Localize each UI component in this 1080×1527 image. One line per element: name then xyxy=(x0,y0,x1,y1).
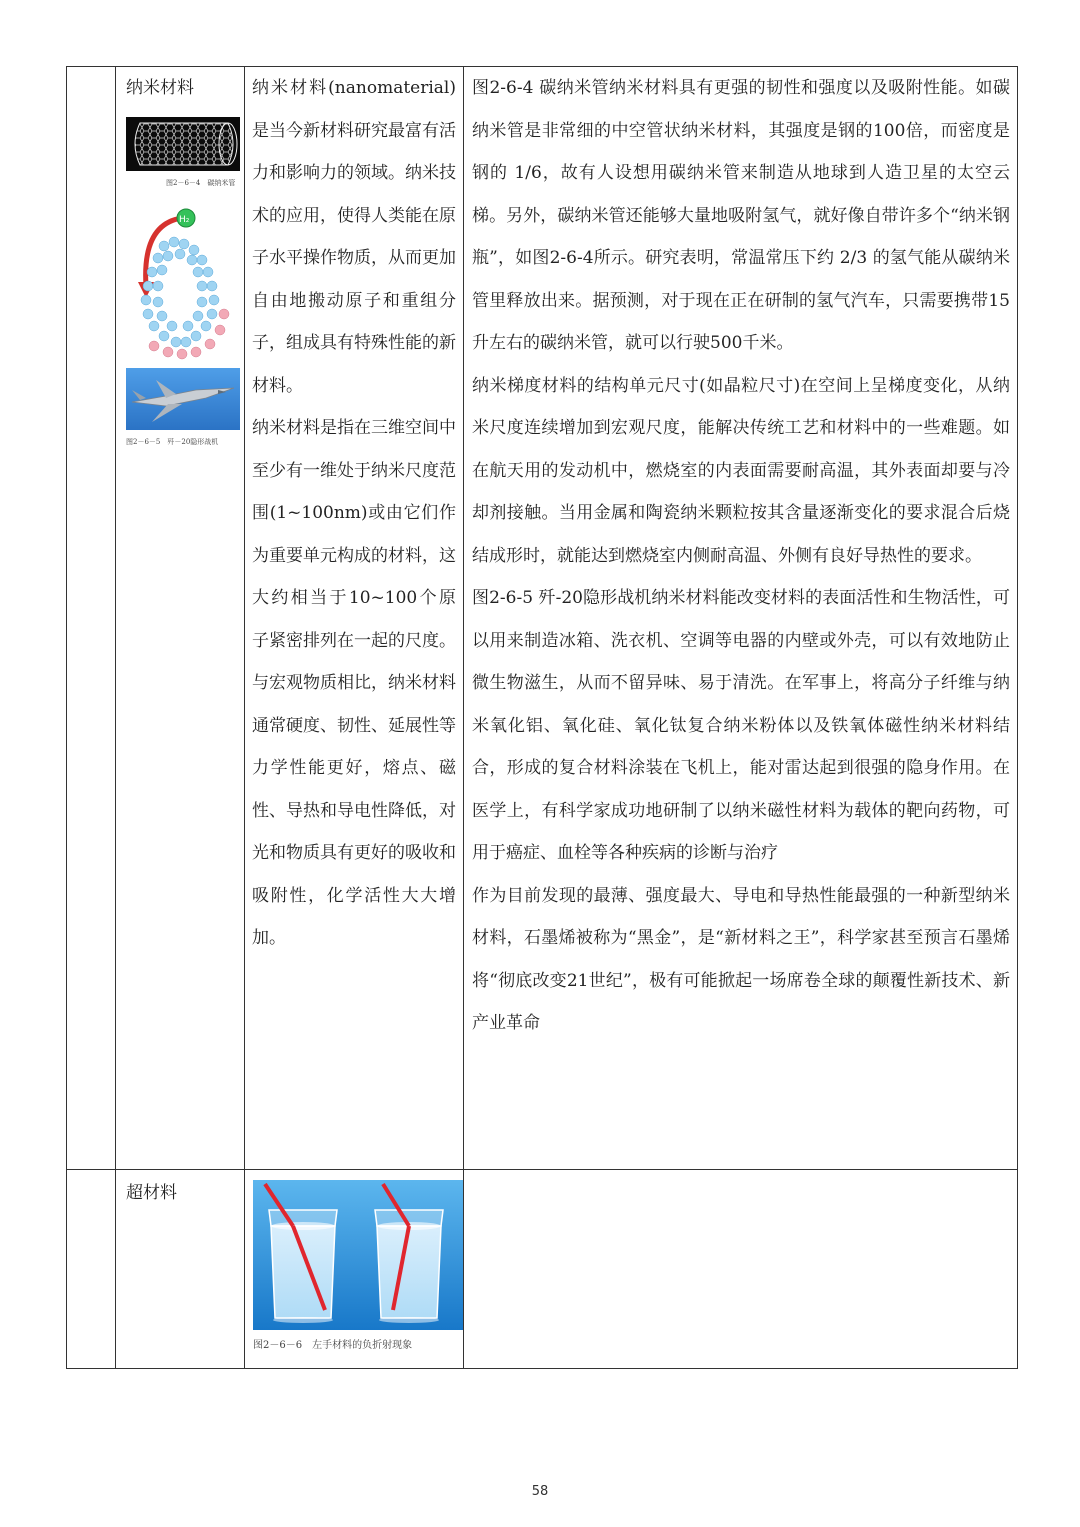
detail-paragraph: 图2-6-4 碳纳米管纳米材料具有更强的韧性和强度以及吸附性能。如碳纳米管是非常细的中空管状纳米材料，其强度是钢的100倍，而密度是钢的 1/6，故有人设想用碳纳米管来制造从地球到人造卫星的太空云梯。另外，碳纳米管还能够大量地吸附氢气，就好像自带许多个“纳米钢瓶”，如图2-6-4所示。研究表明，常温常压下约 2/3 的氢气能从碳纳米管里释放出来。据预测，对于现在正在研制的氢气汽车，只需要携带15升左右的碳纳米管，就可以行驶500千米。 xyxy=(472,78,1010,353)
hydrogen-adsorption-figure xyxy=(124,206,240,366)
figure-caption: 图2－6－6 左手材料的负折射现象 xyxy=(253,1340,413,1351)
carbon-nanotube-figure xyxy=(126,117,240,189)
nanomaterial-detail-cell xyxy=(472,67,1010,1045)
definition-paragraph: 纳米材料是指在三维空间中至少有一维处于纳米尺度范围(1~100nm)或由它们作为重要单元构成的材料，这大约相当于10~100个原子紧密排列在一起的尺度。 xyxy=(252,418,456,651)
row-label: 超材料 xyxy=(126,1183,177,1203)
definition-paragraph: 与宏观物质相比，纳米材料通常硬度、韧性、延展性等力学性能更好，熔点、磁性、导热和导电性降低，对光和物质具有更好的吸收和吸附性，化学活性大大增加。 xyxy=(252,673,456,948)
figure-caption: 图2－6－4 碳纳米管 xyxy=(166,179,236,187)
metamaterial-figure-cell xyxy=(245,1170,463,1368)
carbon-nanotube-illustration xyxy=(126,117,240,171)
page-number: 58 xyxy=(531,1484,549,1499)
hydrogen-adsorption-nanotube-illustration xyxy=(124,206,240,366)
metamaterial-label-cell xyxy=(116,1170,244,1368)
negative-refraction-figure xyxy=(253,1180,463,1352)
detail-paragraph: 作为目前发现的最薄、强度最大、导电和导热性能最强的一种新型纳米材料，石墨烯被称为“黑金”，是“新材料之王”，科学家甚至预言石墨烯将“彻底改变21世纪”，极有可能掀起一场席卷全球的颠覆性新技术、新产业革命 xyxy=(472,885,1010,1033)
table-left-border xyxy=(66,66,67,1369)
table-right-border xyxy=(1017,66,1018,1369)
metamaterial-detail-cell xyxy=(464,1170,1017,1368)
definition-paragraph: 纳米材料(nanomaterial)是当今新材料研究最富有活力和影响力的领域。纳米技术的应用，使得人类能在原子水平操作物质，从而更加自由地搬动原子和重组分子，组成具有特殊性能的新材料。 xyxy=(252,78,456,396)
stealth-fighter-figure xyxy=(126,368,240,448)
negative-refraction-glasses-photo xyxy=(253,1180,463,1330)
materials-table xyxy=(66,66,1018,1369)
stealth-fighter-photo xyxy=(126,368,240,430)
table-bottom-border xyxy=(66,1368,1018,1369)
detail-paragraph: 图2-6-5 歼-20隐形战机纳米材料能改变材料的表面活性和生物活性，可以用来制造冰箱、洗衣机、空调等电器的内壁或外壳，可以有效地防止微生物滋生，从而不留异味、易于清洗。在军事上，将高分子纤维与纳米氧化铝、氧化硅、氧化钛复合纳米粉体以及铁氧体磁性纳米材料结合，形成的复合材料涂装在飞机上，能对雷达起到很强的隐身作用。在医学上，有科学家成功地研制了以纳米磁性材料为载体的靶向药物，可用于癌症、血栓等各种疾病的诊断与治疗 xyxy=(472,588,1010,863)
detail-paragraph: 纳米梯度材料的结构单元尺寸(如晶粒尺寸)在空间上呈梯度变化，从纳米尺度连续增加到宏观尺度，能解决传统工艺和材料中的一些难题。如在航天用的发动机中，燃烧室的内表面需要耐高温，其外表面却要与冷却剂接触。当用金属和陶瓷纳米颗粒按其含量逐渐变化的要求混合后烧结成形时，就能达到燃烧室内侧耐高温、外侧有良好导热性的要求。 xyxy=(472,375,1010,566)
nanomaterial-label-cell xyxy=(116,66,244,1169)
row-label: 纳米材料 xyxy=(126,78,194,98)
nanomaterial-definition-cell xyxy=(252,67,456,960)
h2-badge: H₂ xyxy=(179,215,190,225)
figure-caption: 图2－6－5 歼－20隐形战机 xyxy=(126,438,219,446)
